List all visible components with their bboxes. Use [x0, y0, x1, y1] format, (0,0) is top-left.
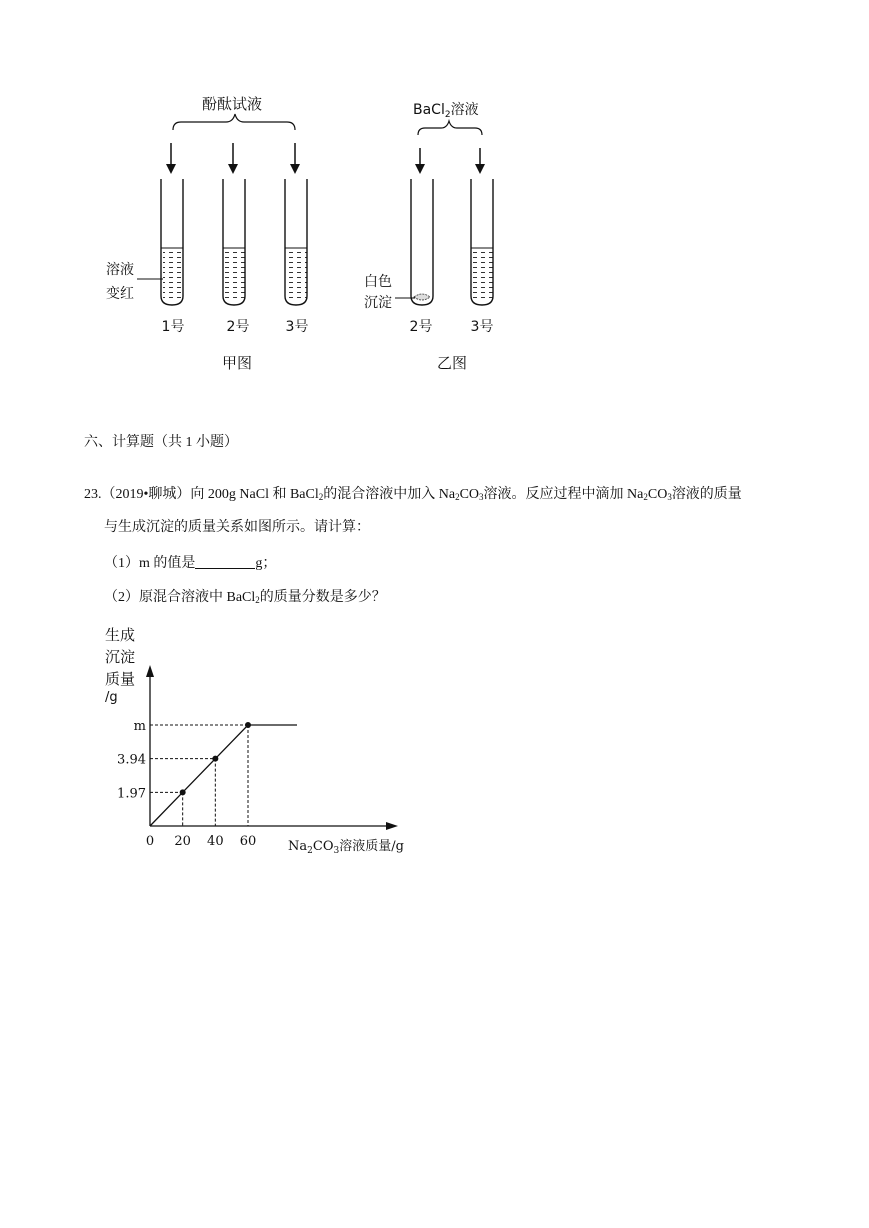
y-axis-label-line2: 沉淀: [105, 648, 136, 666]
y-axis-arrow: [146, 665, 154, 677]
section-heading: 六、计算题（共 1 小题）: [84, 435, 238, 450]
yi-reagent-label: BaCl$_2$溶液: [413, 102, 479, 120]
jia-tube-1: [161, 179, 183, 305]
x-tick-label-60: 60: [239, 834, 257, 849]
question-number: 23.: [84, 487, 102, 502]
series-line: [150, 725, 297, 826]
jia-tube-label-1: 1号: [161, 319, 185, 335]
x-axis-label: $Na_2CO_3$溶液质量/g: [288, 839, 404, 856]
jia-tube-label-2: 2号: [226, 319, 250, 335]
yi-tube-2: [411, 179, 433, 305]
y-axis-label-line3: 质量: [105, 670, 136, 688]
y-tick-label-3: m: [133, 719, 146, 734]
jia-arrow-1: [166, 143, 176, 174]
data-point-1: [180, 789, 186, 795]
jia-brace: [173, 114, 295, 130]
data-point-2: [212, 756, 218, 762]
jia-caption: 甲图: [221, 354, 253, 372]
data-point-3: [245, 722, 251, 728]
x-tick-label-20: 20: [174, 834, 191, 849]
y-axis-label-line4: /g: [105, 690, 118, 705]
jia-tube-2: [223, 179, 245, 305]
x-axis-arrow: [386, 822, 398, 830]
sub-question-2: （2）原混合溶液中 BaCl$_2$的质量分数是多少？: [104, 590, 386, 605]
jia-arrow-3: [290, 143, 300, 174]
jia-tube-label-3: 3号: [285, 319, 309, 335]
yi-brace: [418, 121, 482, 135]
y-tick-label-1: 1.97: [117, 786, 146, 802]
y-axis-label-line1: 生成: [105, 626, 136, 644]
question-line-1: 23.（2019•聊城）向 200g NaCl 和 BaCl$_2$的混合溶液中加入 $Na_2CO_3$溶液。反应过程中滴加 $Na_2CO_3$溶液的质量: [84, 487, 742, 502]
yi-side-label-line1: 白色: [364, 274, 392, 290]
jia-side-label-line1: 溶液: [106, 262, 134, 278]
jia-tube-3: [285, 179, 307, 305]
origin-label: 0: [145, 834, 155, 849]
yi-tube-label-2: 2号: [409, 319, 433, 335]
jia-arrow-2: [228, 143, 238, 174]
jia-reagent-label: 酚酞试液: [201, 95, 263, 113]
y-tick-label-2: 3.94: [117, 752, 146, 768]
question-line-2: 与生成沉淀的质量关系如图所示。请计算：: [104, 520, 370, 535]
question-source: （2019•聊城）: [101, 487, 191, 502]
x-tick-label-40: 40: [207, 834, 224, 849]
yi-arrow-2: [475, 148, 485, 174]
yi-caption: 乙图: [436, 354, 468, 372]
jia-side-label-line2: 变红: [106, 286, 134, 302]
sub-question-1: （1）m 的值是 g；: [104, 556, 277, 571]
white-precipitate: [414, 294, 430, 300]
yi-side-label-line2: 沉淀: [364, 295, 392, 311]
yi-tube-3: [471, 179, 493, 305]
precipitate-mass-chart: [0, 615, 869, 875]
answer-blank: [195, 554, 255, 569]
test-tube-figure: [0, 0, 869, 400]
yi-tube-label-3: 3号: [470, 319, 494, 335]
yi-arrow-1: [415, 148, 425, 174]
